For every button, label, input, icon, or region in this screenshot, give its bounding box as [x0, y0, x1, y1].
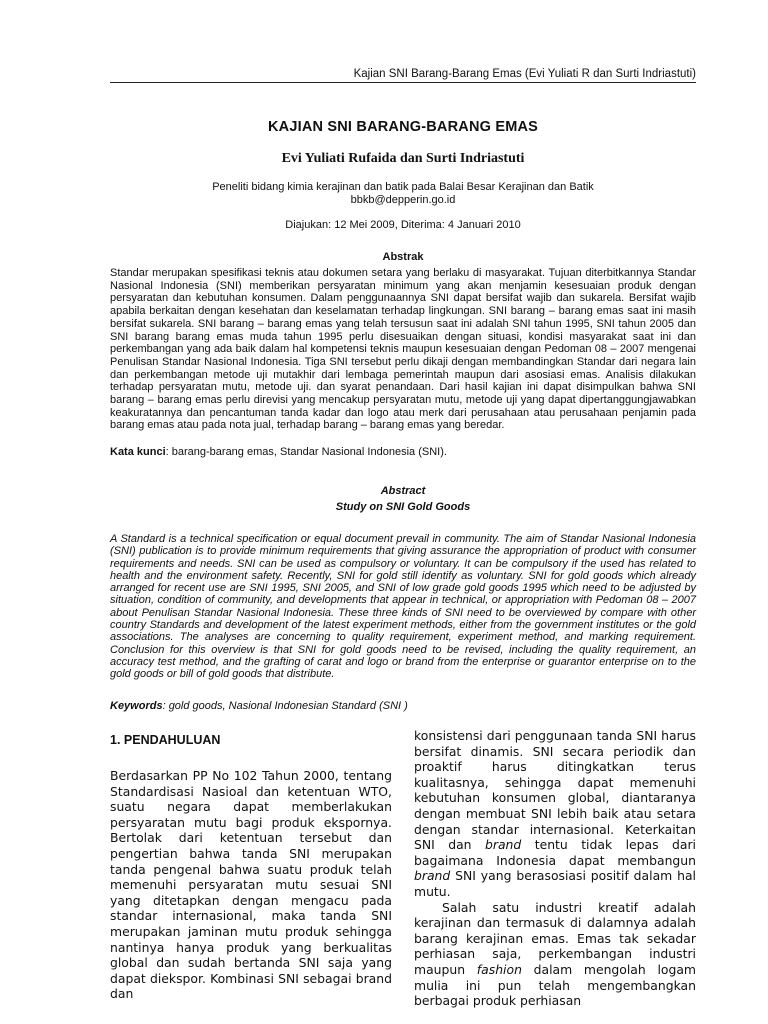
kata-kunci	[110, 446, 696, 458]
kata-kunci-text: : barang-barang emas, Standar Nasional Indonesia (SNI).	[165, 446, 447, 458]
paper-title: KAJIAN SNI BARANG-BARANG EMAS	[267, 119, 539, 135]
text-run-italic: brand	[484, 837, 522, 853]
abstrak-heading: Abstrak	[382, 251, 424, 263]
affiliation-institution: Peneliti bidang kimia kerajinan dan batik pada Balai Besar Kerajinan dan Batik	[212, 181, 594, 193]
affiliation	[110, 181, 696, 207]
text-run: SNI yang berasosiasi positif dalam hal mutu.	[414, 868, 696, 899]
abstract-heading: Abstract	[380, 485, 426, 497]
affiliation-email: bbkb@depperin.go.id	[350, 194, 456, 206]
submission-dates: Diajukan: 12 Mei 2009, Diterima: 4 Januari 2010	[285, 219, 521, 231]
running-head: Kajian SNI Barang-Barang Emas (Evi Yuliati R dan Surti Indriastuti)	[110, 68, 696, 83]
abstract-subtitle: Study on SNI Gold Goods	[335, 501, 471, 513]
text-run-italic: brand	[414, 868, 451, 884]
keywords	[110, 700, 696, 712]
paragraph	[414, 900, 696, 1009]
paragraph: Berdasarkan PP No 102 Tahun 2000, tentang Standardisasi Nasioal dan ketentuan WTO, suatu negara dapat memberlakukan persyaratan mutu bagi produk ekspornya. Bertolak dari ketentuan tersebut dan pengertian bahwa tanda SNI merupakan tanda pengenal bahwa suatu produk telah memenuhi persyaratan mutu sesuai SNI yang ditetapkan dengan mengacu pada standar internasional, maka tanda SNI merupakan jaminan mutu produk sehingga nantinya hanya produk yang berkualitas global dan sudah bertanda SNI saja yang dapat diekspor. Kombinasi SNI sebagai brand dan	[110, 768, 392, 1002]
paragraph	[414, 728, 696, 900]
abstract-body: A Standard is a technical specification or equal document prevail in community. The aim of Standar Nasional Indonesia (SNI) publication is to provide minimum requirements that giving assurance the appropriation of product with consumer requirements and needs. SNI can be used as compulsory or voluntary. It can be compulsory if the used has related to health and the environment safety. Recently, SNI for gold still identify as voluntary. SNI for gold goods which already arranged for recent use are SNI 1995, SNI 2005, and SNI of low grade gold goods 1995 which need to be adjusted by situation, condition of community, and developments that appear in technical, or appropriation with Pedoman 08 – 2007 about Penulisan Standar Nasional Indonesia. These three kinds of SNI need to be overviewed by compare with other country Standards and development of the latest experiment methods, either from the government institutes or the gold associations. The analyses are concerning to quality requirement, experiment method, and marking requirement. Conclusion for this overview is that SNI for gold goods need to be revised, including the quality requirement, an accuracy test method, and the grafting of carat and logo or brand from the enterprise or guarantor enterprise on to the gold goods or bill of gold goods that distribute.	[110, 533, 696, 681]
text-run-italic: fashion	[476, 961, 522, 977]
text-run: konsistensi dari penggunaan tanda SNI harus bersifat dinamis. SNI secara periodik dan proaktif harus ditingkatkan terus kualitasnya, sehingga dapat memenuhi kebutuhan konsumen global, diantaranya dengan membuat SNI lebih baik atau setara dengan standar internasional. Keterkaitan SNI dan	[414, 728, 696, 853]
section-heading-pendahuluan: 1. PENDAHULUAN	[110, 733, 221, 747]
left-column	[110, 768, 392, 1002]
text-run: Salah satu industri kreatif adalah kerajinan dan termasuk di dalamnya adalah barang kerajinan emas. Emas tak sekadar perhiasan saja, perkembangan industri maupun	[414, 899, 696, 977]
kata-kunci-label: Kata kunci	[110, 446, 166, 458]
right-column	[414, 728, 696, 1009]
text-run: tentu tidak lepas dari bagaimana Indonesia dapat membangun	[414, 837, 696, 868]
text-run: dalam mengolah logam mulia ini pun telah mengembangkan berbagai produk perhiasan	[414, 961, 696, 1009]
paper-authors: Evi Yuliati Rufaida dan Surti Indriastuti	[281, 151, 525, 166]
keywords-label: Keywords	[110, 700, 163, 712]
keywords-text: : gold goods, Nasional Indonesian Standard (SNI )	[162, 700, 408, 712]
abstrak-body: Standar merupakan spesifikasi teknis atau dokumen setara yang berlaku di masyarakat. Tujuan diterbitkannya Standar Nasional Indonesia (SNI) memberikan persyaratan minimum yang akan menjamin kesesuaian produk dengan persyaratan dan kebutuhan konsumen. Dalam penggunaannya SNI dapat bersifat wajib dan sukarela. Bersifat wajib apabila berkaitan dengan kesehatan dan keselamatan terhadap lingkungan. SNI barang – barang emas saat ini masih bersifat sukarela. SNI barang – barang emas yang telah tersusun saat ini adalah SNI tahun 1995, SNI tahun 2005 dan SNI barang barang emas muda tahun 1995 perlu disesuaikan dengan situasi, kondisi masyarakat saat ini dan perkembangan yang ada baik dalam hal kompetensi teknis maupun kesesuaian dengan Pedoman 08 – 2007 mengenai Penulisan Standar Nasional Indonesia. Tiga SNI tersebut perlu dikaji dengan membandingkan Standar dari negara lain dan perkembangan metode uji mutakhir dari lembaga pemerintah maupun dari asosiasi emas. Analisis dilakukan terhadap persyaratan mutu, metode uji. dan syarat penandaan. Dari hasil kajian ini dapat disimpulkan bahwa SNI barang – barang emas perlu direvisi yang mencakup persyaratan mutu, metode uji yang dapat dipertanggungjawabkan keakuratannya dan pencantuman tanda kadar dan logo atau merk dari perusahaan atau perusahaan penjamin pada barang emas atau pada nota jual, terhadap barang – barang emas yang beredar.	[110, 267, 696, 432]
